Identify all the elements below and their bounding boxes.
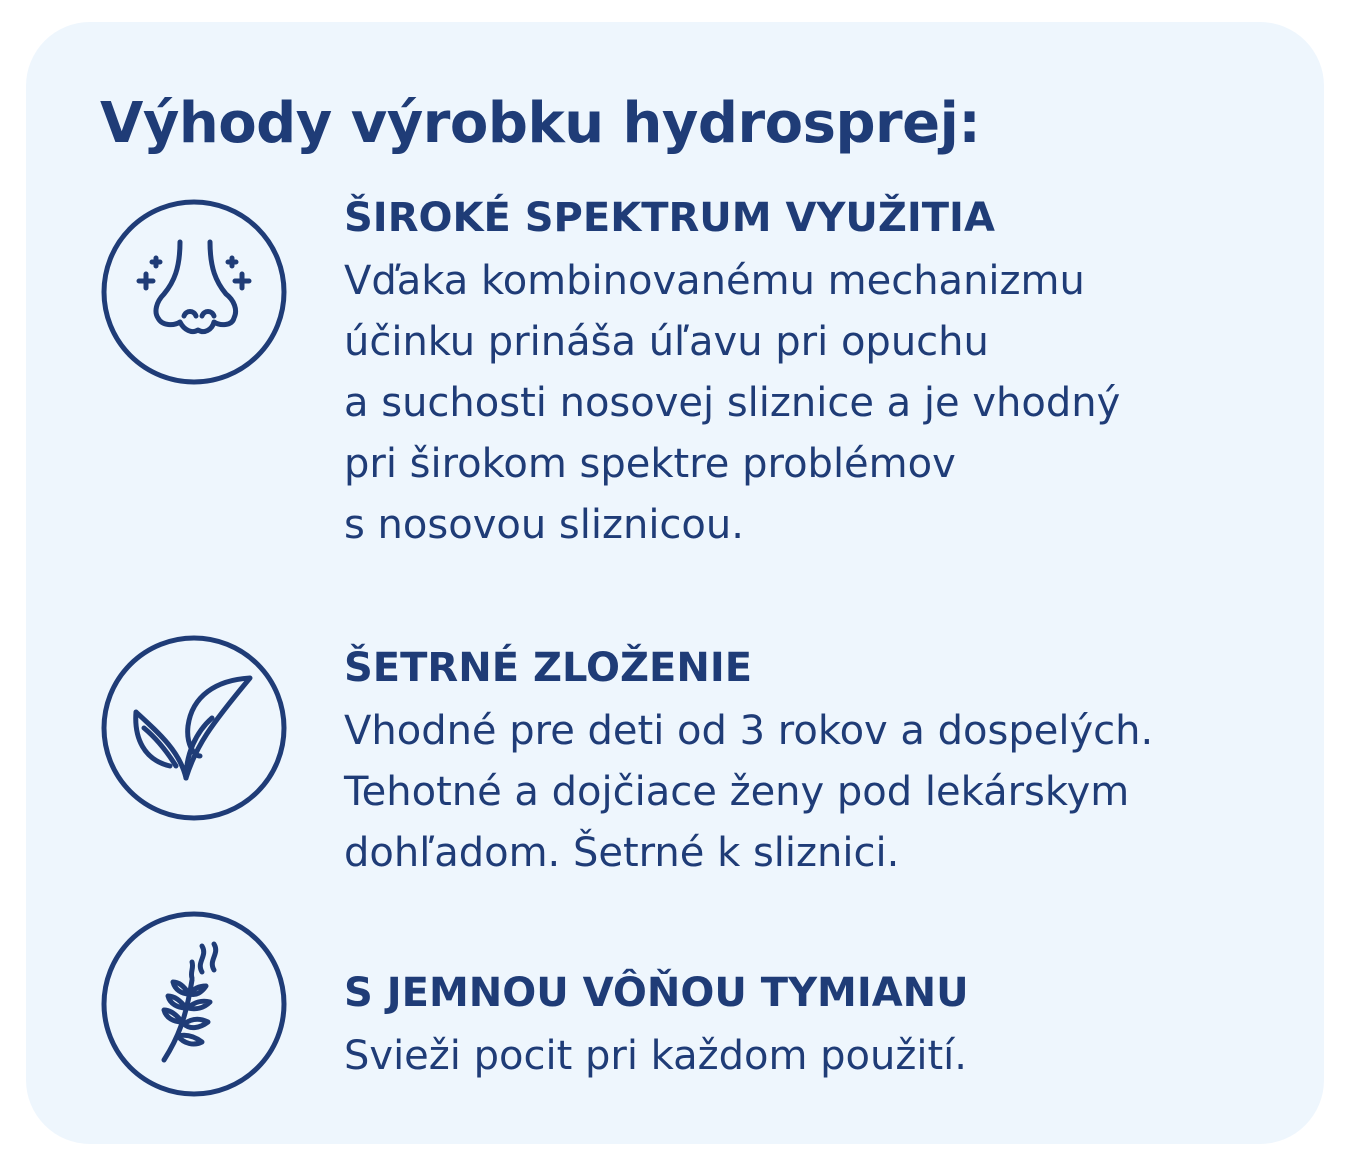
benefit-description-line: Svieži pocit pri každom použití. [344, 1033, 967, 1079]
benefit-description-line: dohľadom. Šetrné k sliznici. [344, 830, 900, 876]
benefit-heading: S JEMNOU VÔŇOU TYMIANU [344, 970, 969, 1016]
page-title: Výhody výrobku hydrosprej: [100, 91, 981, 156]
benefit-gentle-composition [344, 643, 1304, 884]
benefit-description-line: Vďaka kombinovanému mechanizmu [344, 258, 1085, 304]
benefit-thyme-scent [344, 968, 1304, 1087]
benefit-description-line: Vhodné pre deti od 3 rokov a dospelých. [344, 708, 1154, 754]
benefit-heading: ŠIROKÉ SPEKTRUM VYUŽITIA [344, 195, 995, 241]
benefit-description-line: pri širokom spektre problémov [344, 441, 956, 487]
benefit-description-line: s nosovou sliznicou. [344, 502, 744, 548]
nose-icon [100, 198, 288, 386]
benefit-description-line: Tehotné a dojčiace ženy pod lekárskym [344, 769, 1130, 815]
leaf-icon [100, 634, 288, 822]
benefit-heading: ŠETRNÉ ZLOŽENIE [344, 645, 753, 691]
benefit-description-line: účinku prináša úľavu pri opuchu [344, 319, 989, 365]
benefit-description-line: a suchosti nosovej sliznice a je vhodný [344, 380, 1121, 426]
benefit-wide-spectrum [344, 193, 1304, 556]
thyme-icon [100, 910, 288, 1098]
